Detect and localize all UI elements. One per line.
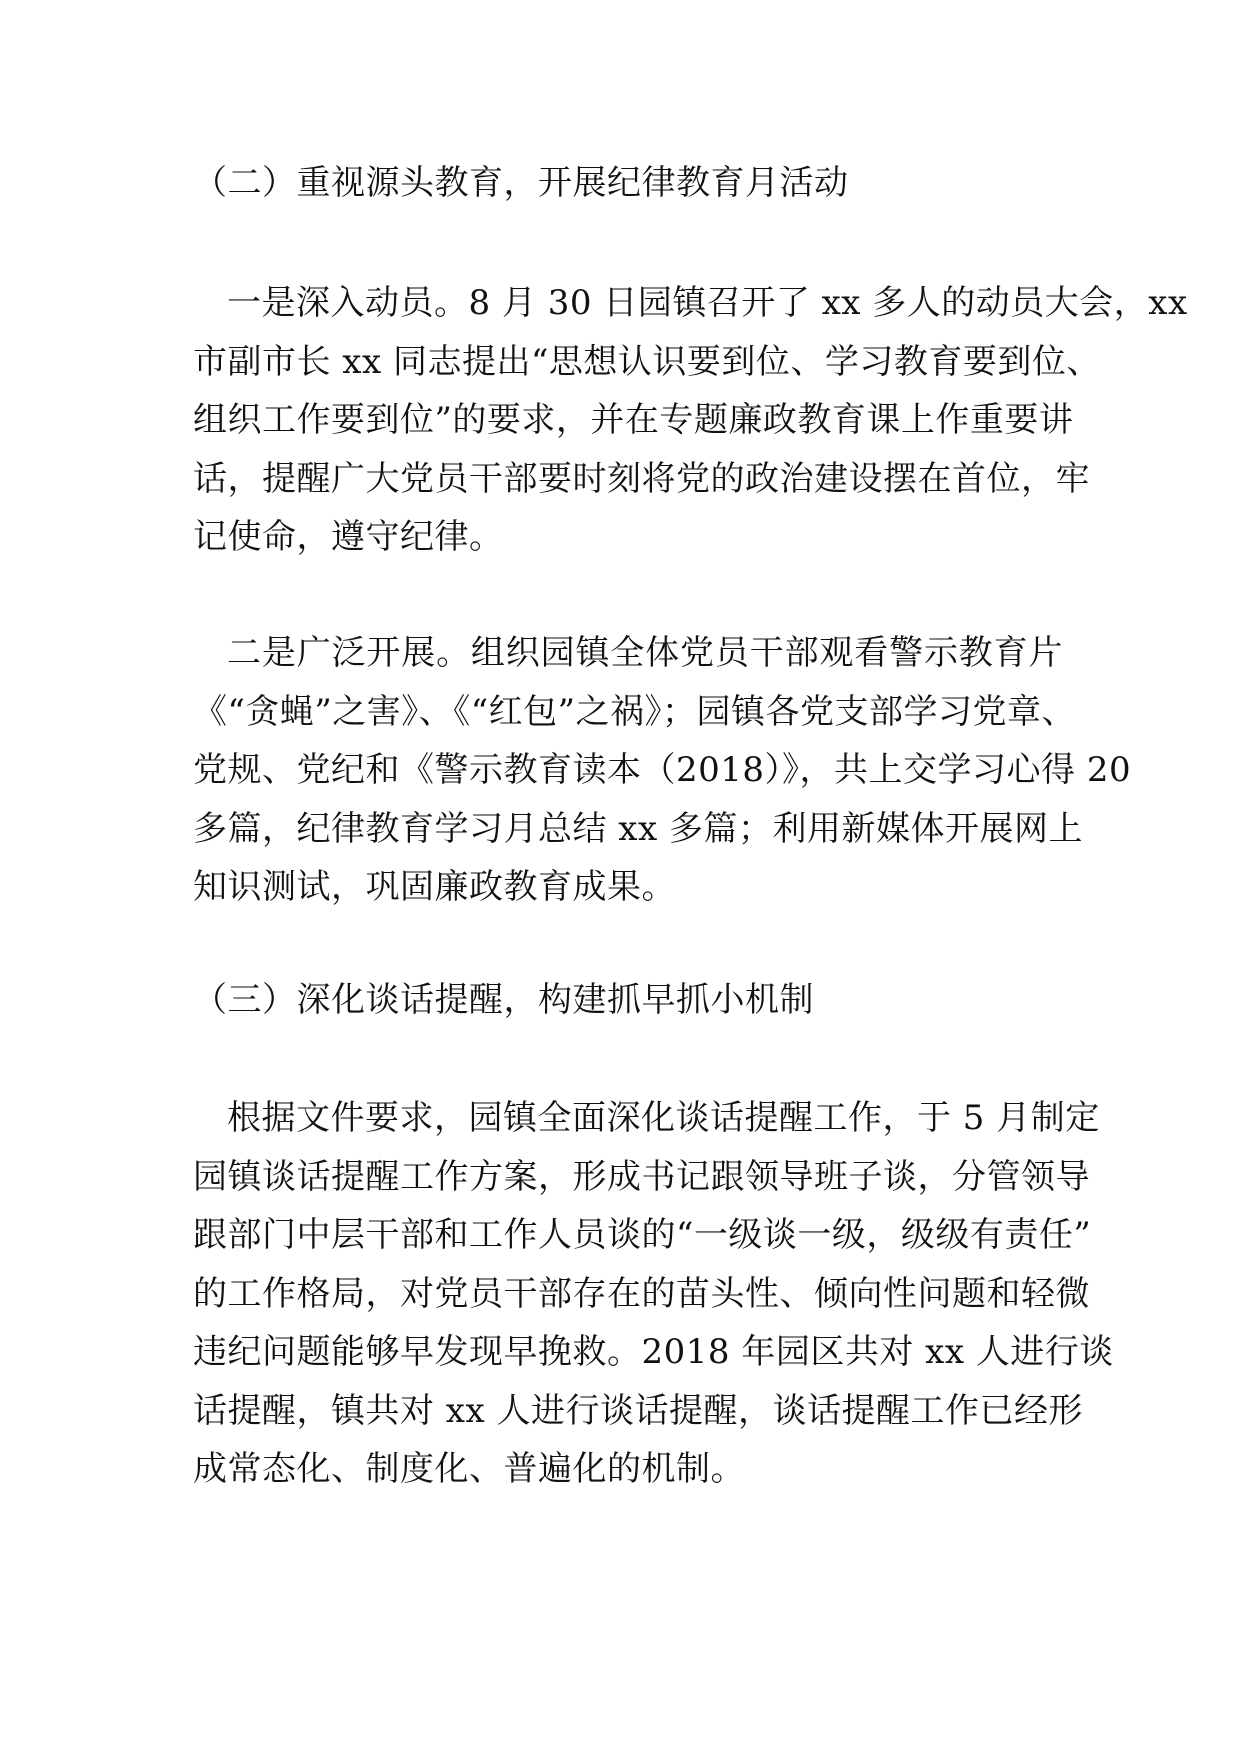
paragraph-line: 记使命，遵守纪律。 — [193, 517, 504, 557]
paragraph-line: 根据文件要求，园镇全面深化谈话提醒工作，于 5 月制定 — [227, 1098, 1100, 1138]
paragraph — [193, 274, 1188, 567]
paragraph-line: 知识测试，巩固廉政教育成果。 — [193, 867, 676, 907]
section-heading: （二）重视源头教育，开展纪律教育月活动 — [193, 163, 849, 203]
paragraph-line: 违纪问题能够早发现早挽救。2018 年园区共对 xx 人进行谈 — [193, 1332, 1114, 1372]
paragraph-line: 组织工作要到位”的要求，并在专题廉政教育课上作重要讲 — [193, 400, 1074, 440]
paragraph-line: 园镇谈话提醒工作方案，形成书记跟领导班子谈，分管领导 — [193, 1156, 1090, 1197]
paragraph-line: 党规、党纪和《警示教育读本（2018）》，共上交学习心得 20 — [193, 750, 1132, 790]
paragraph — [193, 1089, 1114, 1499]
paragraph-line: 成常态化、制度化、普遍化的机制。 — [193, 1449, 745, 1489]
paragraph-line: 市副市长 xx 同志提出“思想认识要到位、学习教育要到位、 — [193, 341, 1101, 382]
paragraph-line: 一是深入动员。8 月 30 日园镇召开了 xx 多人的动员大会，xx — [227, 283, 1188, 323]
paragraph — [193, 624, 1132, 917]
section-heading: （三）深化谈话提醒，构建抓早抓小机制 — [193, 980, 814, 1020]
paragraph-line: 话提醒，镇共对 xx 人进行谈话提醒，谈话提醒工作已经形 — [193, 1390, 1083, 1431]
paragraph-line: 二是广泛开展。组织园镇全体党员干部观看警示教育片 — [227, 633, 1063, 673]
paragraph-line: 多篇，纪律教育学习月总结 xx 多篇；利用新媒体开展网上 — [193, 808, 1083, 849]
paragraph-line: 话，提醒广大党员干部要时刻将党的政治建设摆在首位，牢 — [193, 458, 1090, 499]
paragraph-line: 跟部门中层干部和工作人员谈的“一级谈一级，级级有责任” — [193, 1215, 1092, 1255]
paragraph-line: 《“贪蝇”之害》、《“红包”之祸》；园镇各党支部学习党章、 — [193, 691, 1077, 732]
paragraph-line: 的工作格局，对党员干部存在的苗头性、倾向性问题和轻微 — [193, 1273, 1090, 1314]
